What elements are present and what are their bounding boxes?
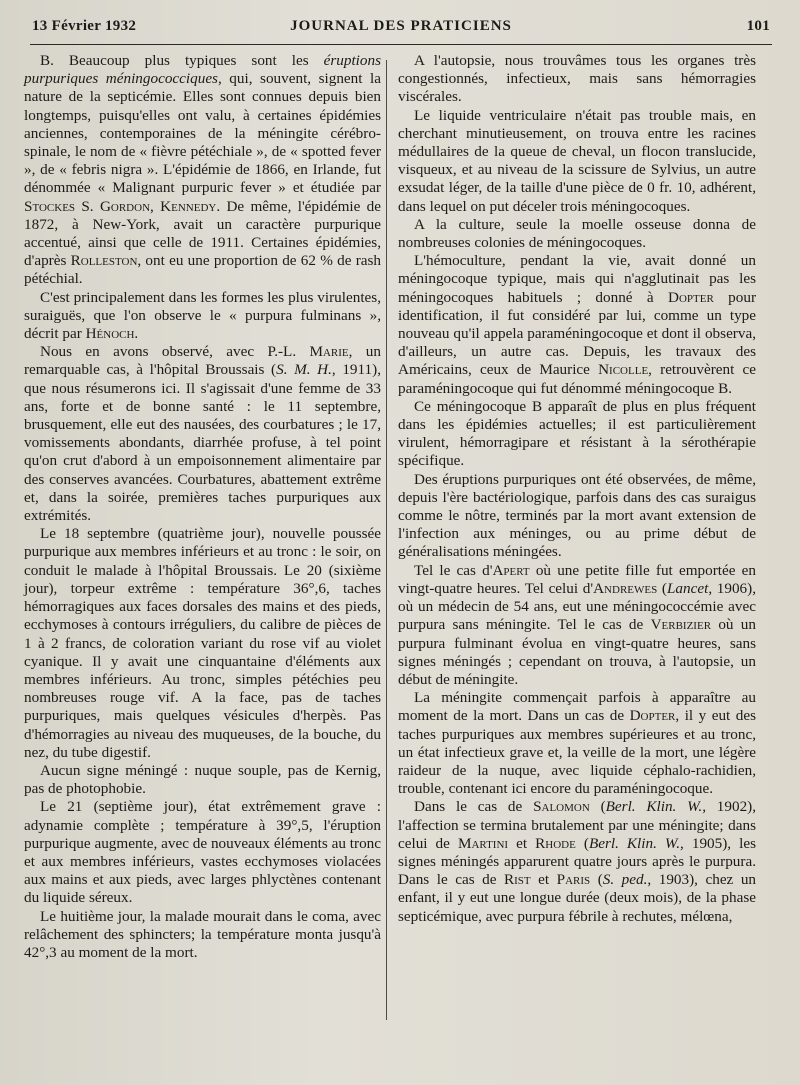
right-paragraph-3: A la culture, seule la moelle osseuse donna de nombreuses colonies de méningocoques. <box>398 215 756 252</box>
right-paragraph-4: L'hémoculture, pendant la vie, avait donné un méningocoque typique, mais qui n'agglutinait pas les méningocoques habituels ; donné à Dopter pour identification, il fut considéré par lui, comme un type nouveau qu'il appela paraméningocoque et dont il observa, d'ailleurs, un autre cas. Depuis, les travaux des Américains, ceux de Maurice Nicolle, retrouvèrent ce paraméningocoque qui fut dénommé méningocoque B. <box>398 252 757 397</box>
header-rule <box>30 44 772 45</box>
left-paragraph-3: Nous en avons observé, avec P.-L. Marie, un remarquable cas, à l'hôpital Broussais (S. M. H., 1911), que nous résumerons ici. Il s'agissait d'une femme de 33 ans, forte et de bonne santé : le 11 septembre, brusquement, elle eut des nausées, des courbatures ; le 17, vomissements abondants, diarrhée profuse, à tel point qu'on crut d'abord à un empoisonnement alimentaire par des conserves avancées. Courbatures, abattement extrême et, dans la soirée, premières taches purpuriques aux extrémités. <box>24 343 381 525</box>
left-paragraph-2: C'est principalement dans les formes les plus virulentes, suraiguës, que l'on observe le « purpura fulminans », décrit par Hénoch. <box>24 288 381 343</box>
right-paragraph-9: Dans le cas de Salomon (Berl. Klin. W., 1902), l'affection se termina brutalement par une méningite; dans celui de Martini et Rhode (Berl. Klin. W., 1905), les signes méningés apparurent quatre jours après le purpura. Dans le cas de Rist et Paris (S. ped., 1903), chez un enfant, il y eut une longue durée (deux mois), de la phase septicémique, avec purpura fébrile à rechutes, mélœna, <box>398 798 757 925</box>
right-paragraph-2: Le liquide ventriculaire n'était pas trouble mais, en cherchant minutieusement, on trouva entre les racines médullaires de la queue de cheval, un flocon translucide, visqueux, et au niveau de la scissure de Sylvius, un autre exsudat léger, de la taille d'une pièce de 0 fr. 10, adhérent, dans lequel on put déceler trois méningocoques. <box>398 106 756 215</box>
header-date: 13 Février 1932 <box>32 18 137 34</box>
left-paragraph-6: Le 21 (septième jour), état extrêmement grave : adynamie complète ; température à 39°,5, l'éruption purpurique augmente, avec de nouveaux éléments au tronc et aux membres inférieurs, vastes ecchymoses violacées aux mains et aux pieds, avec larges phlyctènes contenant du liquide séreux. <box>24 798 381 907</box>
right-paragraph-8: La méningite commençait parfois à apparaître au moment de la mort. Dans un cas de Dopter, il y eut des taches purpuriques aux membres supérieures et au tronc, un état infectieux grave et, la veille de la mort, une légère raideur de la nuque, avec liquide céphalo-rachidien, trouble, contenant ici encore du paraméningocoque. <box>398 689 756 798</box>
left-paragraph-7: Le huitième jour, la malade mourait dans le coma, avec relâchement des sphincters; la température monta jusqu'à 42°,3 au moment de la mort. <box>24 907 381 961</box>
right-column <box>398 52 756 926</box>
left-paragraph-4: Le 18 septembre (quatrième jour), nouvelle poussée purpurique aux membres inférieurs et au tronc : le soir, on conduit le malade à l'hôpital Broussais. Le 20 (sixième jour), torpeur extrême : température 36°,6, taches hémorragiques aux faces dorsales des mains et des pieds, ecchymoses à contours irréguliers, du calibre de pièces de 1 à 2 francs, de coloration variant du rose vif au violet cyanique. Il y avait une cinquantaine d'éléments aux membres inférieurs. Au tronc, simples pétéchies peu nombreuses rouge vif. A la face, pas de taches purpuriques, mais quelques vésicules d'herpès. Pas d'hémorragies au niveau des muqueuses, de la bouche, du nez, du tube digestif. <box>24 525 381 761</box>
right-paragraph-7: Tel le cas d'Apert où une petite fille fut emportée en vingt-quatre heures. Tel celui d'Andrewes (Lancet, 1906), où un médecin de 54 ans, eut une méningococcémie avec purpura sans méningite. Tel le cas de Verbizier où un purpura fulminant évolua en vingt-quatre heures, sans signes méningés ; cependant on trouva, à l'autopsie, un début de méningite. <box>398 561 757 688</box>
left-column <box>24 52 381 962</box>
right-paragraph-5: Ce méningocoque B apparaît de plus en plus fréquent dans les épidémies actuelles; il est particulièrement virulent, hémorragipare et résistant à la sérothérapie spécifique. <box>398 397 756 470</box>
left-paragraph-1: B. Beaucoup plus typiques sont les éruptions purpuriques méningococciques, qui, souvent, signent la nature de la septicémie. Elles sont connues depuis bien longtemps, puisqu'elles ont valu, à certaines épidémies anciennes, contemporaines de la méningite cérébro-spinale, le nom de « fièvre pétéchiale », de « spotted fever », de « febris nigra ». L'épidémie de 1866, en Irlande, fut dénommée « Malignant purpuric fever » et étudiée par Stockes S. Gordon, Kennedy. De même, l'épidémie de 1872, à New-York, avait un caractère purpurique accentué, ainsi que celle de 1911. Certaines épidémies, d'après Rolleston, ont eu une proportion de 62 % de rash pétéchial. <box>24 52 382 288</box>
page-number: 101 <box>746 18 770 34</box>
left-paragraph-5: Aucun signe méningé : nuque souple, pas de Kernig, pas de photophobie. <box>24 761 381 798</box>
column-separator <box>386 60 387 1020</box>
right-paragraph-6: Des éruptions purpuriques ont été observées, de même, depuis l'ère bactériologique, parfois dans des cas suraigus comme le nôtre, terminés par la mort avant extension de l'infection aux méninges, ou au prime début de généralisations méningées. <box>398 470 756 561</box>
journal-title: JOURNAL DES PRATICIENS <box>290 18 512 34</box>
page-header <box>32 18 770 42</box>
right-paragraph-1: A l'autopsie, nous trouvâmes tous les organes très congestionnés, infectieux, mais sans hémorragies viscérales. <box>398 52 756 106</box>
